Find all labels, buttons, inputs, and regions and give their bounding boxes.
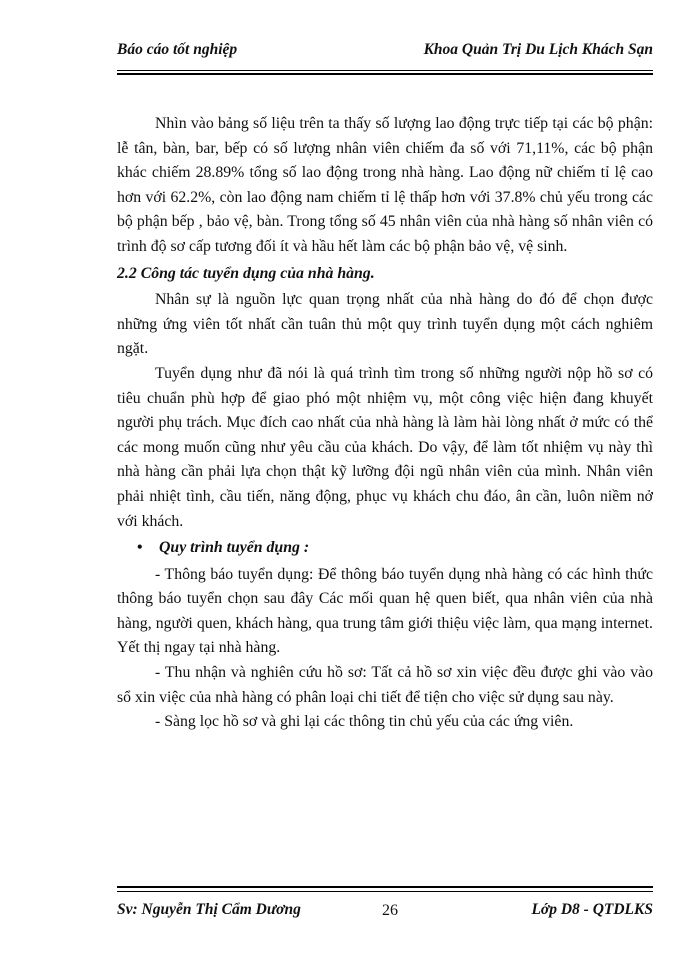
step-screening: - Sàng lọc hồ sơ và ghi lại các thông tin chủ yếu của các ứng viên. [155, 713, 574, 731]
footer-student-name: Sv: Nguyễn Thị Cẩm Dương [117, 901, 301, 918]
section-heading: 2.2 Công tác tuyển dụng của nhà hàng. [117, 264, 375, 282]
page-footer [117, 901, 653, 923]
paragraph-recruitment: Tuyển dụng như đã nói là quá trình tìm trong số những người nộp hồ sơ có tiêu chuẩn phù hợp để giao phó một nhiệm vụ, một công việc hiện đang khuyết người phụ trách. Mục đích cao nhất của nhà hàng là làm hài lòng nhất ở mức có thể các mong muốn cũng như yêu cầu của khách. Do vậy, để làm tốt nhiệm vụ này thì nhà hàng cần phải lựa chọn thật kỹ lưỡng đội ngũ nhân viên của mình. Nhân viên phải nhiệt tình, cầu tiến, năng động, phục vụ khách chu đáo, ân cần, luôn niềm nở với khách. [117, 364, 653, 530]
bullet-label: Quy trình tuyển dụng : [159, 539, 310, 557]
footer-class-name: Lớp D8 - QTDLKS [531, 901, 653, 918]
header-rule-thin [117, 70, 653, 71]
paragraph-human-resources: Nhân sự là nguồn lực quan trọng nhất của nhà hàng do đó để chọn được những ứng viên tốt nhất cần tuân thủ một quy trình tuyển dụng một cách nghiêm ngặt. [117, 291, 653, 358]
footer-rule-thick [117, 886, 653, 888]
bullet-recruitment-process [117, 536, 653, 561]
page-number: 26 [382, 902, 398, 919]
paragraph-staff-statistics: Nhìn vào bảng số liệu trên ta thấy số lượng lao động trực tiếp tại các bộ phận: lễ tân, bàn, bar, bếp có số lượng nhân viên chiếm đa số với 71,11%, các bộ phận khác chiếm 28.89% tổng số lao động trong nhà hàng. Lao động nữ chiếm tỉ lệ cao hơn với 62.2%, còn lao động nam chiếm tỉ lệ thấp hơn với 37.8% chủ yếu trong các bộ phận bếp , bảo vệ, bàn. Trong tổng số 45 nhân viên của nhà hàng số nhân viên có trình độ sơ cấp tương đối ít và hầu hết làm các bộ phận bảo vệ, vệ sinh. [117, 115, 653, 255]
header-rule-thick [117, 73, 653, 75]
page-body [117, 112, 653, 735]
bullet-dot-icon: • [137, 539, 143, 557]
header-report-title: Báo cáo tốt nghiệp [117, 41, 238, 58]
footer-rule-thin [117, 891, 653, 892]
step-receive-applications: - Thu nhận và nghiên cứu hồ sơ: Tất cả hồ sơ xin việc đều được ghi vào vào sổ xin việc của nhà hàng có phân loại chi tiết để tiện cho việc sử dụng sau này. [117, 664, 653, 706]
header-faculty-name: Khoa Quản Trị Du Lịch Khách Sạn [423, 41, 653, 58]
page-header [117, 41, 653, 63]
step-announcement: - Thông báo tuyển dụng: Để thông báo tuyển dụng nhà hàng có các hình thức thông báo tuyển chọn sau đây Các mối quan hệ quen biết, qua nhân viên của nhà hàng, người quen, khách hàng, qua trung tâm giới thiệu việc làm, qua mạng internet. Yết thị ngay tại nhà hàng. [117, 565, 653, 657]
